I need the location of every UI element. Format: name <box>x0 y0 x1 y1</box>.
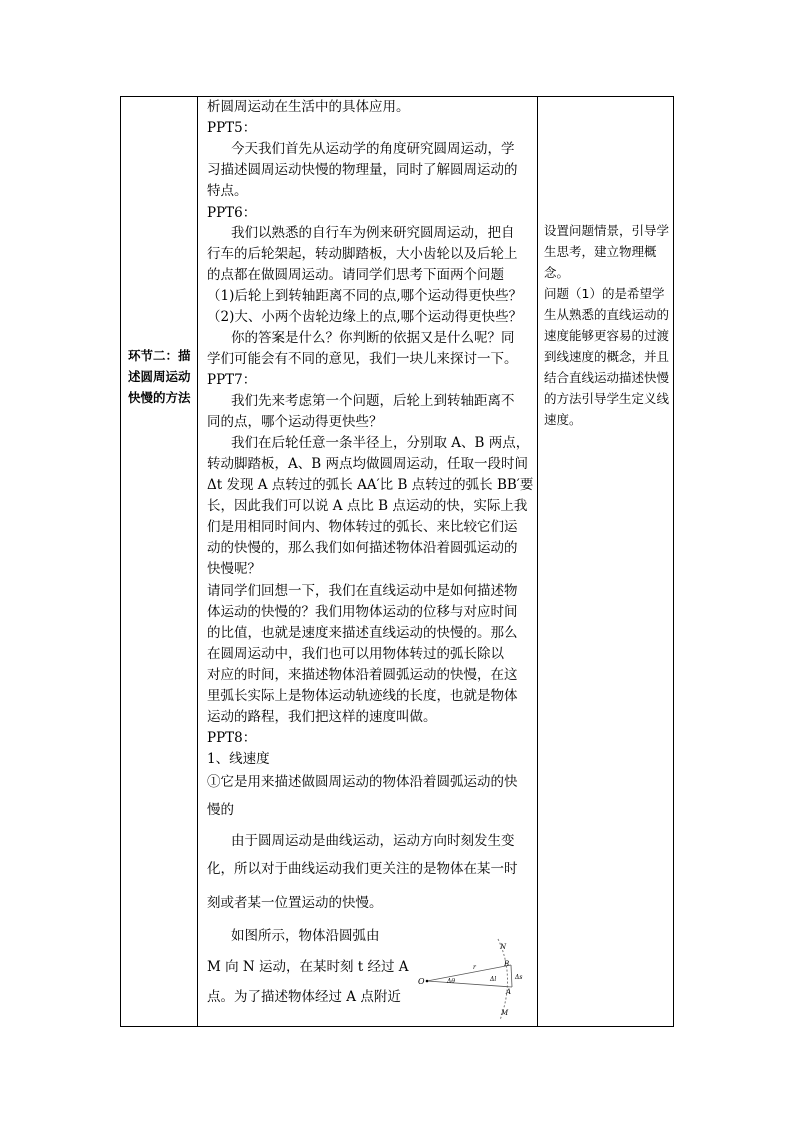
content-line: 特点。 <box>207 183 248 199</box>
content-line: ①它是用来描述做圆周运动的物体沿着圆弧运动的快 <box>207 774 518 790</box>
content-line: 你的答案是什么？你判断的依据又是什么呢？同 <box>231 330 515 346</box>
remark-1: 设置问题情景，引导学生思考，建立物理概念。 <box>544 223 670 280</box>
content-line: 析圆周运动在生活中的具体应用。 <box>207 99 410 115</box>
content-line: 学们可能会有不同的意见，我们一块儿来探讨一下。 <box>207 351 518 367</box>
label-ds: Δs <box>515 974 523 981</box>
remarks <box>544 220 672 430</box>
stage-column <box>121 97 198 1026</box>
content-line: 对应的时间，来描述物体沿着圆弧运动的快慢，在这 <box>207 667 518 683</box>
arc-path <box>498 939 508 1020</box>
content-line: PPT8： <box>207 730 257 746</box>
content-line: Δt 发现 A 点转过的弧长 AA′比 B 点转过的弧长 BB′要 <box>207 477 534 493</box>
content-line: 同的点，哪个运动得更快些？ <box>207 414 383 430</box>
content-line: 行车的后轮架起，转动脚踏板，大小齿轮以及后轮上 <box>207 246 518 262</box>
content-line: 习描述圆周运动快慢的物理量，同时了解圆周运动的 <box>207 162 518 178</box>
content-line: 们是用相同时间内、物体转过的弧长、来比较它们运 <box>207 519 518 535</box>
label-o: O <box>418 977 425 986</box>
label-b: B <box>504 960 510 968</box>
label-n: N <box>500 943 507 951</box>
content-line: 里弧长实际上是物体运动轨迹线的长度，也就是物体 <box>207 688 518 704</box>
content-line: 如图所示，物体沿圆弧由 <box>231 928 380 944</box>
label-m: M <box>501 1009 509 1017</box>
content-line: 由于圆周运动是曲线运动，运动方向时刻发生变 <box>231 833 515 849</box>
content-line: 体运动的快慢的？我们用物体运动的位移与对应时间 <box>207 604 518 620</box>
remarks-column <box>537 97 674 1026</box>
content-line: （2)大、小两个齿轮边缘上的点,哪个运动得更快些？ <box>207 309 523 325</box>
circular-motion-figure <box>416 937 534 1022</box>
content-line: PPT7： <box>207 372 257 388</box>
label-a: A <box>506 988 512 996</box>
content-line: PPT5： <box>207 120 257 136</box>
content-line: 我们先来考虑第一个问题，后轮上到转轴距离不 <box>231 393 515 409</box>
content-line: 快慢呢？ <box>207 561 261 577</box>
content-line: 转动脚踏板，A、B 两点均做圆周运动，任取一段时间 <box>207 456 528 472</box>
radius-oa <box>427 981 512 987</box>
content-line: 我们在后轮任意一条半径上，分别取 A、B 两点， <box>231 435 530 451</box>
content-line: 的比值，也就是速度来描述直线运动的快慢的。那么 <box>207 625 518 641</box>
content-line: 化，所以对于曲线运动我们更关注的是物体在某一时 <box>207 861 518 877</box>
content-line: 1、线速度 <box>207 751 270 767</box>
content-line: 我们以熟悉的自行车为例来研究圆周运动，把自 <box>231 225 515 241</box>
label-dl: Δl <box>490 976 497 983</box>
lesson-table <box>120 96 674 1027</box>
stage-label: 环节二：描述圆周运动快慢的方法 <box>128 348 191 405</box>
content-line: 动的快慢的，那么我们如何描述物体沿着圆弧运动的 <box>207 540 518 556</box>
content-line: 慢的 <box>207 802 234 818</box>
label-r: r <box>473 964 476 971</box>
content-line: 长，因此我们可以说 A 点比 B 点运动的快，实际上我 <box>207 498 528 514</box>
content-line: （1)后轮上到转轴距离不同的点,哪个运动得更快些？ <box>207 288 523 304</box>
content-line: PPT6： <box>207 205 257 221</box>
label-dtheta: Δθ <box>447 978 455 985</box>
content-line: 在圆周运动中，我们也可以用物体转过的弧长除以 <box>207 646 504 662</box>
content-line: 请同学们回想一下，我们在直线运动中是如何描述物 <box>207 583 518 599</box>
center-point <box>426 980 429 983</box>
content-line: 今天我们首先从运动学的角度研究圆周运动，学 <box>231 141 515 157</box>
content-line: 的点都在做圆周运动。请同学们思考下面两个问题 <box>207 267 504 283</box>
content-line: 点。为了描述物体经过 A 点附近 <box>207 989 401 1005</box>
content-line: 运动的路程，我们把这样的速度叫做。 <box>207 709 437 725</box>
chord-ab <box>511 965 512 987</box>
content-column <box>198 97 537 1026</box>
content-line: 刻或者某一位置运动的快慢。 <box>207 895 383 911</box>
remark-2: 问题（1）的是希望学生从熟悉的直线运动的速度能够更容易的过渡到线速度的概念，并且结合直线运动描述快慢的方法引导学生定义线速度。 <box>544 286 670 427</box>
content-line: M 向 N 运动，在某时刻 t 经过 A <box>207 959 409 975</box>
radius-ob <box>427 965 511 981</box>
